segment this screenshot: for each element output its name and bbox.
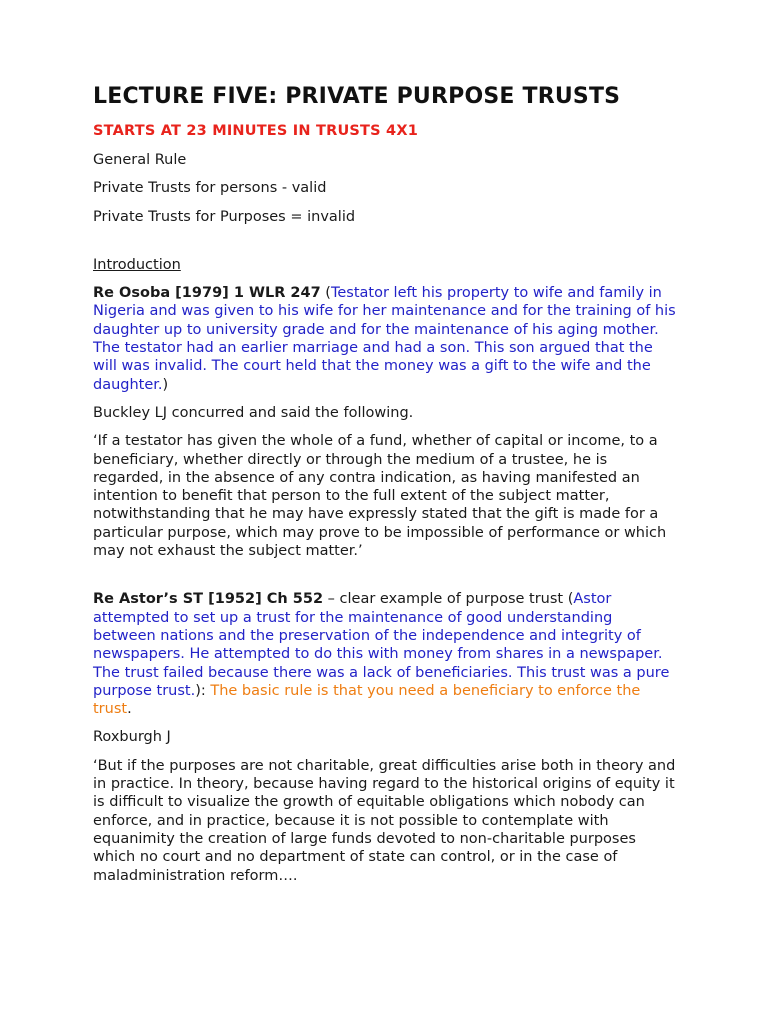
astor-basic-rule: The basic rule is that you need a beneficiary to enforce the trust [93,682,641,718]
astor-paragraph [93,590,678,718]
rule-purposes: Private Trusts for Purposes = invalid [93,208,356,225]
osoba-close-paren: ) [162,376,169,393]
roxburgh-quote: ‘But if the purposes are not charitable, great difficulties arise both in theory and in practice. In theory, because having regard to the historical origins of equity it is difficult to visualize the growth of equitable obligations which nobody can enforce, and in practice, because it is not possible to contemplate with equanimity the creation of large funds devoted to non-charitable purposes which no court and no department of state can control, or in the case of maladministration reform…. [93,757,676,884]
spacer [93,570,678,590]
buckley-quote: ‘If a testator has given the whole of a fund, whether of capital or income, to a beneficiary, whether directly or through the medium of a trustee, he is regarded, in the absence of any contra indication, as having manifested an intention to benefit that person to the full extent of the subject matter, notwithstanding that he may have expressly stated that the gift is made for a particular purpose, which may prove to be impossible of performance or which may not exhaust the subject matter.’ [93,433,667,560]
introduction-heading [93,256,678,274]
osoba-paragraph [93,284,678,394]
astor-close-paren: ): [195,682,206,699]
lecture-subtitle: STARTS AT 23 MINUTES IN TRUSTS 4X1 [93,123,418,139]
osoba-open-paren: ( [320,285,331,302]
osoba-case-citation: Re Osoba [1979] 1 WLR 247 [93,285,321,302]
lecture-title: LECTURE FIVE: PRIVATE PURPOSE TRUSTS [93,84,621,109]
buckley-intro: Buckley LJ concurred and said the following. [93,404,414,421]
roxburgh-intro: Roxburgh J [93,729,171,746]
astor-end-period: . [127,701,132,718]
osoba-case-note: Testator left his property to wife and family in Nigeria and was given to his wife for her maintenance and for the training of his daughter up to university grade and for the maintenance of his aging mother. The testator had an earlier marriage and had a son. This son argued that the will was invalid. The court held that the money was a gift to the wife and the daughter. [93,285,676,393]
rule-persons: Private Trusts for persons - valid [93,180,327,197]
astor-case-citation: Re Astor’s ST [1952] Ch 552 [93,591,324,608]
astor-case-note: Astor attempted to set up a trust for the maintenance of good understanding between nations and the preservation of the independence and integrity of newspapers. He attempted to do this with money from shares in a newspaper. The trust failed because there was a lack of beneficiaries. This trust was a pure purpose trust. [93,591,670,699]
general-rule-heading: General Rule [93,152,187,168]
astor-description: – clear example of purpose trust ( [323,591,574,608]
introduction-heading-text: Introduction [93,256,181,273]
spacer [93,236,678,256]
